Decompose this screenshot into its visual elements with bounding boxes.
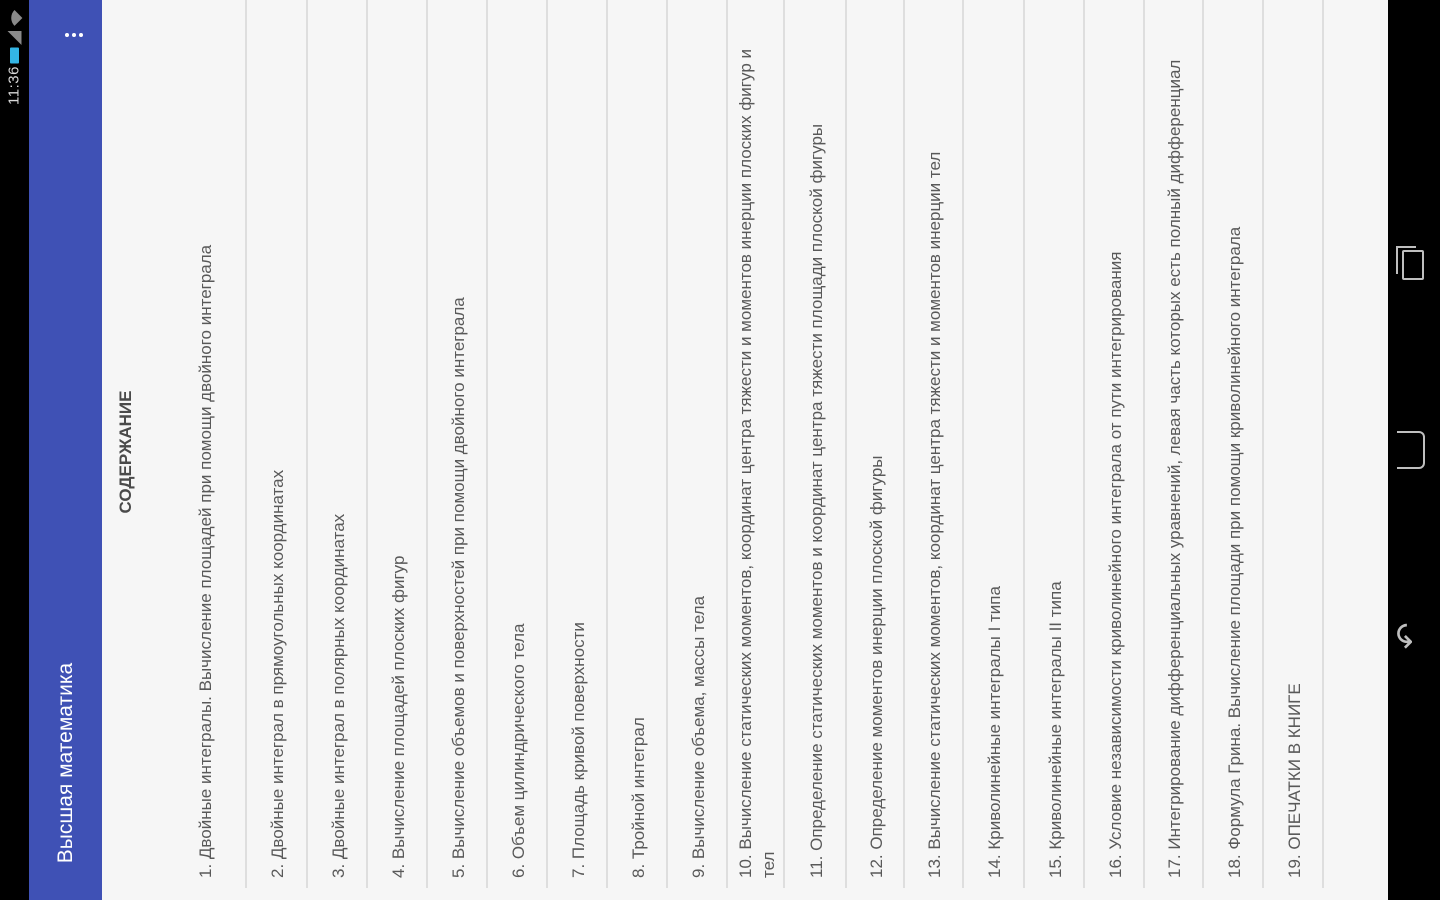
toc-item-text-wrap bbox=[668, 0, 728, 888]
toc-item-text-wrap bbox=[1145, 0, 1204, 888]
toc-item-label: 17. Интегрирование дифференциальных уравнений, левая часть которых есть полный дифференциал bbox=[1165, 59, 1184, 878]
toc-item-label: 6. Объем цилиндрического тела bbox=[509, 623, 528, 878]
signal-icon bbox=[7, 31, 21, 45]
toc-item[interactable] bbox=[1085, 0, 1145, 888]
contents-list[interactable] bbox=[102, 0, 1388, 900]
toc-item[interactable] bbox=[1025, 0, 1085, 888]
toc-item-label: 9. Вычисление объема, массы тела bbox=[689, 596, 708, 878]
toc-item[interactable] bbox=[785, 0, 847, 888]
status-time: 11:36 bbox=[5, 66, 23, 105]
toc-item[interactable] bbox=[964, 0, 1025, 888]
toc-item-text-wrap bbox=[1264, 0, 1324, 888]
toc-item-text-wrap bbox=[548, 0, 608, 888]
overflow-menu-icon[interactable] bbox=[64, 33, 84, 39]
toc-item[interactable] bbox=[608, 0, 668, 888]
status-icons-group bbox=[6, 11, 23, 105]
toc-item-text-wrap bbox=[1085, 0, 1145, 888]
toc-item-label: 16. Условие независимости криволинейного интеграла от пути интегрирования bbox=[1106, 251, 1125, 878]
toc-item-label: 5. Вычисление объемов и поверхностей при помощи двойного интеграла bbox=[449, 297, 468, 878]
page-title: СОДЕРЖАНИЕ bbox=[116, 390, 135, 514]
toc-item-text-wrap bbox=[964, 0, 1025, 888]
status-bar bbox=[0, 0, 29, 900]
toc-item[interactable] bbox=[308, 0, 368, 888]
back-icon[interactable]: ↶ bbox=[1389, 622, 1426, 650]
toc-item[interactable] bbox=[247, 0, 308, 888]
action-bar bbox=[29, 0, 102, 900]
toc-item[interactable] bbox=[1204, 0, 1264, 888]
toc-item-text-wrap bbox=[308, 0, 368, 888]
toc-item-text-wrap bbox=[428, 0, 488, 888]
toc-item[interactable] bbox=[905, 0, 964, 888]
toc-item-label: 12. Определение моментов инерции плоской фигуры bbox=[867, 455, 886, 878]
toc-item-label: 1. Двойные интегралы. Вычисление площадей при помощи двойного интеграла bbox=[196, 244, 215, 878]
toc-item-text-wrap bbox=[164, 0, 247, 888]
home-icon[interactable] bbox=[1397, 431, 1425, 469]
toc-item-label: 10. Вычисление статических моментов, координат центра тяжести и моментов инерции плоских фигур и тел bbox=[736, 49, 778, 878]
toc-item[interactable] bbox=[488, 0, 548, 888]
toc-item-text-wrap bbox=[247, 0, 308, 888]
toc-item-label: 3. Двойные интеграл в полярных координатах bbox=[329, 513, 348, 878]
toc-item-text-wrap bbox=[728, 0, 785, 888]
toc-item-label: 4. Вычисление площадей плоских фигур bbox=[389, 555, 408, 878]
toc-item-label: 7. Площадь кривой поверхности bbox=[569, 622, 588, 878]
recent-apps-icon[interactable] bbox=[1402, 250, 1424, 280]
toc-item[interactable] bbox=[548, 0, 608, 888]
toc-item[interactable] bbox=[728, 0, 785, 888]
toc-item-text-wrap bbox=[488, 0, 548, 888]
toc-item-text-wrap bbox=[1025, 0, 1085, 888]
toc-item[interactable] bbox=[668, 0, 728, 888]
toc-item-text-wrap bbox=[1204, 0, 1264, 888]
toc-item-label: 8. Тройной интеграл bbox=[629, 717, 648, 878]
toc-item-label: 19. ОПЕЧАТКИ В КНИГЕ bbox=[1285, 683, 1304, 878]
toc-item-label: 11. Определение статических моментов и координат центра тяжести площади плоской фигуры bbox=[807, 123, 826, 878]
toc-item[interactable] bbox=[428, 0, 488, 888]
app-title: Высшая математика bbox=[54, 662, 77, 864]
toc-item-label: 13. Вычисление статических моментов, координат центра тяжести и моментов инерции тел bbox=[925, 151, 944, 878]
toc-item[interactable] bbox=[1264, 0, 1324, 888]
toc-item-text-wrap bbox=[847, 0, 905, 888]
toc-item[interactable] bbox=[368, 0, 428, 888]
toc-item[interactable] bbox=[164, 0, 247, 888]
toc-item-text-wrap bbox=[368, 0, 428, 888]
toc-item-text-wrap bbox=[905, 0, 964, 888]
battery-icon bbox=[10, 48, 19, 64]
toc-item-label: 18. Формула Грина. Вычисление площади при помощи криволинейного интеграла bbox=[1225, 226, 1244, 878]
divider bbox=[1322, 0, 1324, 888]
toc-item-text-wrap bbox=[785, 0, 847, 888]
toc-item-label: 2. Двойные интеграл в прямоугольных координатах bbox=[268, 469, 287, 878]
toc-item[interactable] bbox=[1145, 0, 1204, 888]
toc-item[interactable] bbox=[847, 0, 905, 888]
navigation-bar bbox=[1388, 0, 1440, 900]
toc-item-label: 15. Криволинейные интегралы II типа bbox=[1046, 581, 1065, 878]
wifi-icon bbox=[6, 10, 22, 26]
toc-item-label: 14. Криволинейные интегралы I типа bbox=[985, 586, 1004, 878]
toc-item-text-wrap bbox=[608, 0, 668, 888]
